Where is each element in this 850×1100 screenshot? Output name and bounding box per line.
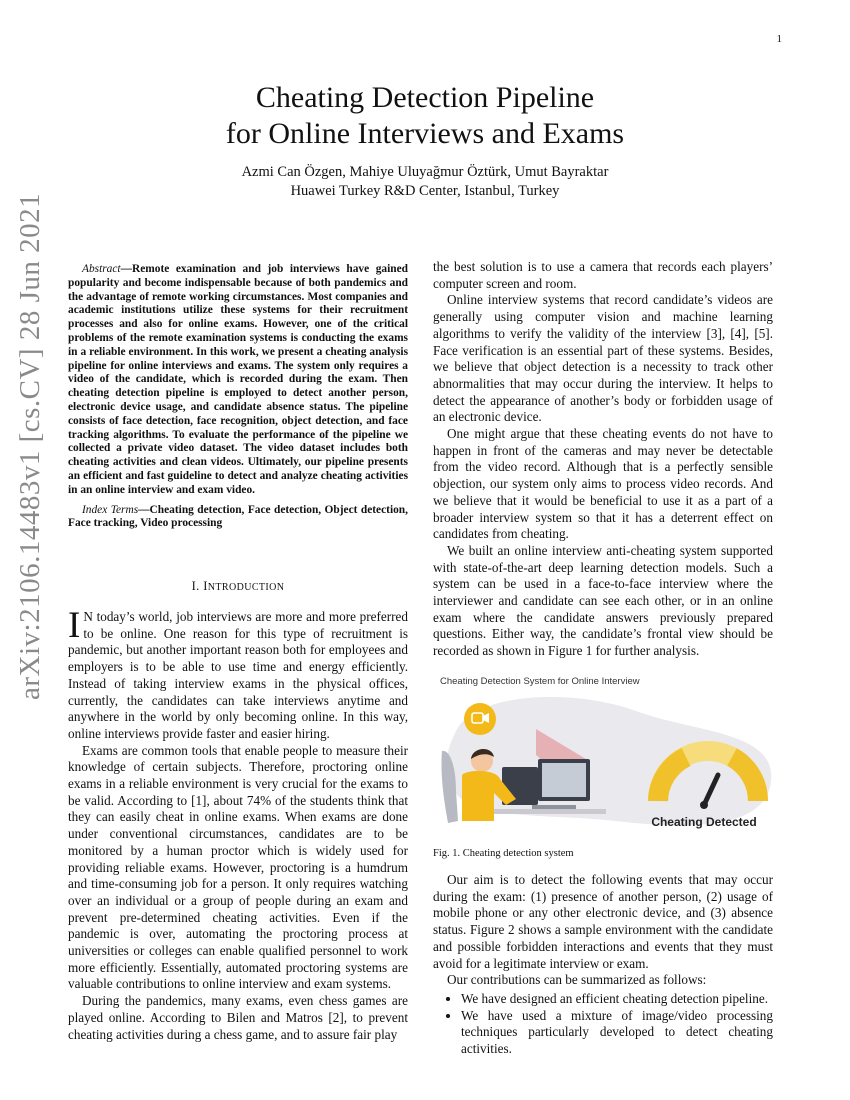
abstract [68,263,408,543]
section-rest: NTRODUCTION [207,582,285,593]
abstract-text: —Remote examination and job interviews have gained popularity and become indispensable because of both pandemics and the advantage of remote working circumstances. Most companies and academic institutions utilize these systems for their recruitment processes and also for online exams. However, one of the critical problems of the remote examination systems is conducting the exams in a reliable environment. In this work, we present a cheating analysis pipeline for online interviews and exams. The system only requires a video of the candidate, which is recorded during the exam. Then cheating detection pipeline is employed to detect another person, electronic device usage, and candidate absence status. The pipeline consists of face detection, face recognition, object detection, and face tracking algorithms. To evaluate the performance of the pipeline we collected a private video dataset. The video dataset includes both cheating activities and clean videos. Ultimately, our pipeline presents an efficient and fast guideline to detect and analyze cheating activities in an online interview and exam video. [68,263,408,496]
monitor-screen [542,763,586,797]
section-heading-introduction [68,579,408,594]
right-paragraph-3: We built an online interview anti-cheating system supported with state-of-the-art deep learning detection models. Such a system can be used in a face-to-face interview where the interviewer and candidate can see each other, or in an online exam where the candidate answers previously prepared questions. Either way, the candidate’s frontal view should be recorded as shown in Figure 1 for further analysis. [433,542,773,659]
arxiv-stamp: arXiv:2106.14483v1 [cs.CV] 28 Jun 2021 [14,192,46,700]
gauge-hub [700,801,708,809]
right-paragraph-2: One might argue that these cheating events do not have to happen in front of the cameras and may never be detectable from the video record. Although that is a perfectly sensible objection, our system only aims to process video records. And we believe that it would be beneficial to use it as a part of a broader interview system so that it has a deterrent effect on candidates from cheating. [433,426,773,542]
affiliation: Huawei Turkey R&D Center, Istanbul, Turkey [290,183,560,199]
authors: Azmi Can Özgen, Mahiye Uluyağmur Öztürk, Umut Bayraktar [241,164,609,180]
desk [476,809,606,814]
contributions-list [433,991,773,1058]
camera-badge [464,703,496,735]
index-terms-text: —Cheating detection, Face detection, Object detection, Face tracking, Video processing [68,503,408,530]
contribution-item: • We have designed an efficient cheating detection pipeline. [461,991,773,1008]
figure-caption: Fig. 1. Cheating detection system [433,848,574,859]
author-block [0,163,850,201]
title-line-2: for Online Interviews and Exams [225,117,625,150]
keyboard [532,805,576,809]
intro-paragraph-3: During the pandemics, many exams, even chess games are played online. According to Bilen and Matros [2], to prevent cheating activities during a chess game, and to assure fair play [68,993,408,1042]
index-terms-lead: Index Terms [82,503,139,516]
gauge-label: Cheating Detected [651,815,757,829]
right-paragraph-1: Online interview systems that record candidate’s videos are generally using computer vision and machine learning algorithms to verify the validity of the interview [3], [4], [5]. Face verification is an essential part of these systems. Besides, we believe that object detection is a necessity to track other abnormalities that may occur during the interview. It helps to detect the appearance of another’s body or forbidden usage of an electronic device. [433,292,773,425]
contribution-item: • We have used a mixture of image/video processing techniques particularly developed to detect cheating activities. [461,1008,773,1058]
title-line-1: Cheating Detection Pipeline [255,81,595,114]
abstract-lead: Abstract [82,263,121,275]
section-first-letter: I [203,579,208,593]
figure-1 [436,671,781,839]
right-column-bottom [433,872,773,1058]
right-column-text [433,259,773,660]
section-numeral: I. [191,579,204,593]
drop-cap: I [68,605,81,646]
right-paragraph-0: the best solution is to use a camera that records each players’ computer screen and room. [433,259,773,291]
paper-title [0,80,850,152]
figure-header: Cheating Detection System for Online Interview [440,676,640,687]
intro-paragraph-1: N today’s world, job interviews are more and more preferred to be online. One reason for this type of recruitment is pandemic, but another important reason both for employees and employers is to be able to use time and energy efficiently. Instead of taking interview exams in the physical offices, currently, the candidates can take interviews anytime and anywhere in the world by only becoming online. In this way, online interviews provide faster and easier hiring. [68,609,408,741]
page-number: 1 [776,33,782,45]
figure-illustration [436,671,781,839]
contributions-intro: Our contributions can be summarized as follows: [447,972,707,988]
introduction-text [68,605,408,1043]
intro-paragraph-2: Exams are common tools that enable people to measure their knowledge of certain subjects. Therefore, proctoring online exams in a reliable environment is very crucial for the exams to be valid. According to [1], about 74% of the students think that they can easily cheat in online exams. When exams are done under conventional circumstances, candidates are to be monitored by a human proctor which is widely used for providing reliable exams. However, proctoring is a humdrum and time-consuming job for a person. It only requires watching over an individual or a group of people during an exam and prevent pre-determined cheating activities. Even if the pandemic is over, automating the proctoring process at universities or colleges can enable qualified personnel to work more efficiently. Essentially, automated proctoring systems are valuable contributions to online interview and exam systems. [68,742,408,992]
aim-paragraph: Our aim is to detect the following events that may occur during the exam: (1) presence of another person, (2) usage of mobile phone or any other electronic device, and (3) absence status. Figure 2 shows a sample environment with the candidate and possible forbidden interactions and events that they must avoid for a legitimate interview or exam. [433,872,773,971]
